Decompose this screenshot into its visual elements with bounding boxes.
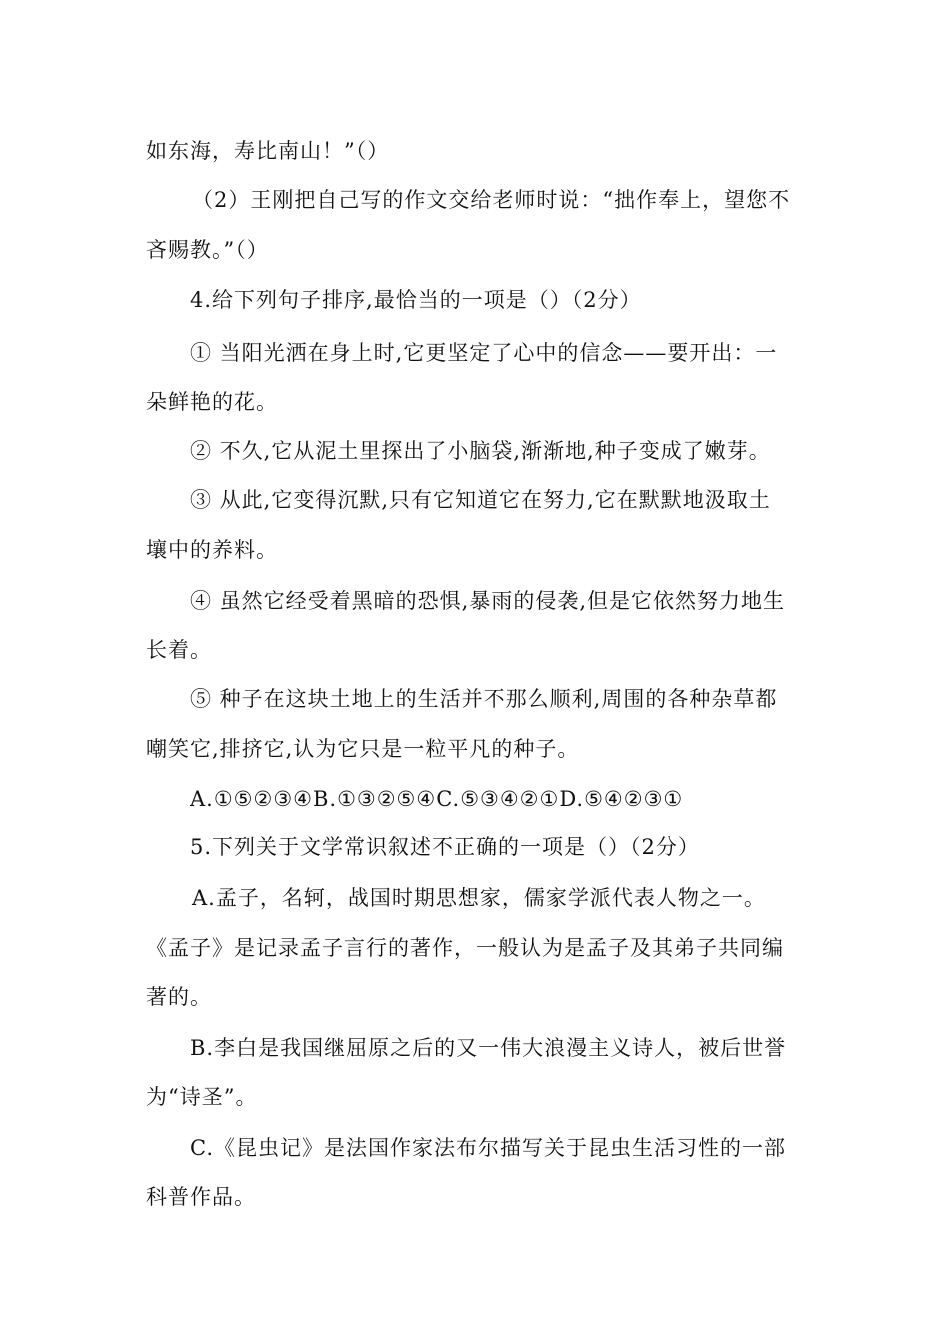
question-4: 4.给下列句子排序,最恰当的一项是（）（2分） (190, 288, 642, 312)
text-line: 长着。 (146, 638, 212, 662)
question-4-options: A.①⑤②③④B.①③②⑤④C.⑤③④②①D.⑤④②③① (190, 787, 684, 811)
text-line: 吝赐教。”（） (146, 238, 269, 262)
text-line: 为“诗圣”。 (146, 1085, 258, 1109)
text-line: 科普作品。 (146, 1185, 256, 1209)
option-b: B.李白是我国继屈原之后的又一伟大浪漫主义诗人，被后世誉 (190, 1036, 787, 1060)
option-a: A.孟子，名轲，战国时期思想家，儒家学派代表人物之一。 (192, 886, 766, 910)
text-line: 如东海，寿比南山！”（） (146, 139, 390, 163)
text-line: 《孟子》是记录孟子言行的著作，一般认为是孟子及其弟子共同编 (146, 936, 784, 960)
text-line: （2）王刚把自己写的作文交给老师时说：“拙作奉上，望您不 (192, 188, 791, 212)
text-line: 壤中的养料。 (146, 538, 278, 562)
sentence-4: ④ 虽然它经受着黑暗的恐惧,暴雨的侵袭,但是它依然努力地生 (190, 589, 786, 613)
sentence-2: ② 不久,它从泥土里探出了小脑袋,渐渐地,种子变成了嫩芽。 (190, 439, 771, 463)
text-line: 嘲笑它,排挤它,认为它只是一粒平凡的种子。 (146, 737, 580, 761)
option-c: C.《昆虫记》是法国作家法布尔描写关于昆虫生活习性的一部 (190, 1136, 786, 1160)
sentence-5: ⑤ 种子在这块土地上的生活并不那么顺利,周围的各种杂草都 (190, 687, 778, 711)
text-line: 朵鲜艳的花。 (146, 390, 278, 414)
question-5: 5.下列关于文学常识叙述不正确的一项是（）（2分） (190, 835, 700, 859)
sentence-3: ③ 从此,它变得沉默,只有它知道它在努力,它在默默地汲取土 (190, 488, 771, 512)
sentence-1: ① 当阳光洒在身上时,它更坚定了心中的信念——要开出：一 (190, 341, 778, 365)
text-line: 著的。 (146, 985, 212, 1009)
